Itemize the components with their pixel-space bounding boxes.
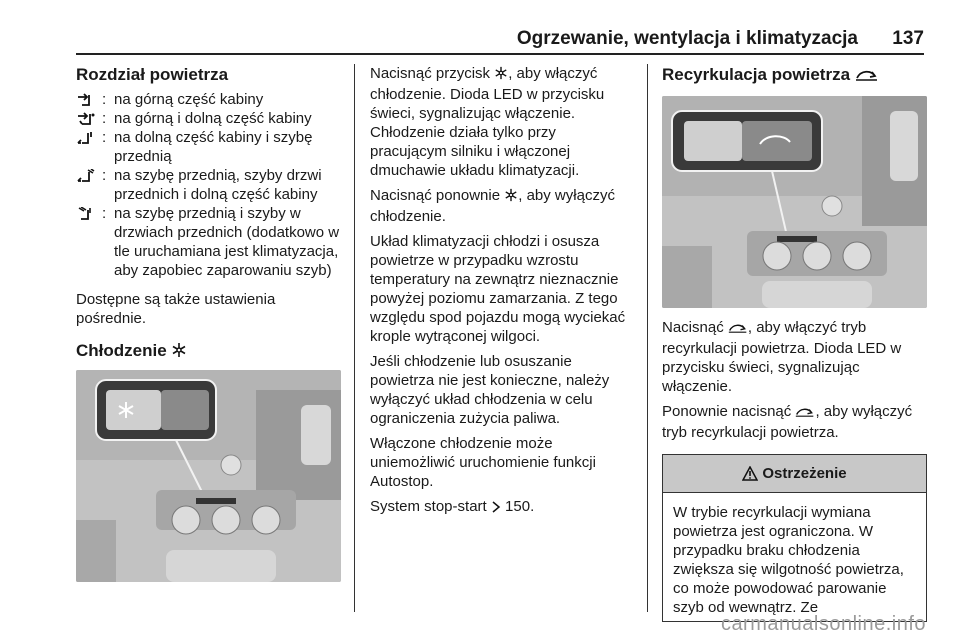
cooling-on-paragraph: Nacisnąć przycisk , aby włączyć chłodzenie. Dioda LED w przycisku świeci, sygnalizując włączenie. Chłodzenie działa tylko przy pracującym silniku i włączonej dmuchawie układu klimatyzacji. (370, 65, 605, 179)
dehumidify-paragraph: Układ klimatyzacji chłodzi i osusza powietrze w przypadku wzrostu temperatury na zewnątrz nieznacznie powyżej poziomu zamarzania. Z tego względu spod pojazdu mogą wyciekać krople wytrąconej wilgoci. (370, 233, 626, 345)
snowflake-icon (504, 188, 518, 207)
warning-triangle-icon (742, 466, 758, 481)
list-item: : na szybę przednią, szyby drzwi przednich i dolną część kabiny (76, 166, 341, 204)
page-header (0, 0, 960, 56)
windscreen-doors-foot-airflow-icon (76, 166, 102, 185)
watermark: carmanualsonline.info (720, 613, 926, 635)
snowflake-icon (171, 342, 187, 364)
section-heading-recirculation: Recyrkulacja powietrza (662, 64, 927, 88)
head-airflow-icon (76, 90, 102, 109)
warning-header: Ostrzeżenie (663, 455, 926, 493)
recirculation-button-photo (662, 96, 927, 308)
intermediate-settings-note: Dostępne są także ustawienia pośrednie. (76, 291, 276, 327)
list-item: : na górną część kabiny (76, 90, 341, 109)
ac-button-photo (76, 370, 341, 582)
column-divider (647, 64, 648, 612)
warning-box (662, 454, 927, 622)
defrost-airflow-icon (76, 204, 102, 223)
cooling-off-paragraph: Nacisnąć ponownie , aby wyłączyć chłodzenie. (370, 187, 615, 225)
recirculation-icon (855, 66, 879, 88)
fuel-saving-paragraph: Jeśli chłodzenie lub osuszanie powietrza nie jest konieczne, należy wyłączyć układ chłodzenia w celu ograniczenia zużycia paliwa. (370, 353, 610, 427)
column-divider (354, 64, 355, 612)
page-reference-icon (491, 499, 501, 518)
recirculation-on-paragraph: Nacisnąć , aby włączyć tryb recyrkulacji powietrza. Dioda LED w przycisku świeci, sygnalizując włączenie. (662, 319, 902, 395)
recirculation-off-paragraph: Ponownie nacisnąć , aby wyłączyć tryb recyrkulacji powietrza. (662, 403, 913, 441)
foot-windscreen-airflow-icon (76, 128, 102, 147)
column-right (662, 64, 927, 622)
recirculation-icon (795, 404, 815, 423)
page-number: 137 (892, 28, 924, 49)
column-middle (370, 64, 635, 524)
head-foot-airflow-icon (76, 109, 102, 128)
section-heading-cooling: Chłodzenie (76, 340, 341, 364)
list-item: : na dolną część kabiny i szybę przednią (76, 128, 341, 166)
warning-text: W trybie recyrkulacji wymiana powietrza jest ograniczona. W przypadku braku chłodzenia zwiększa się wilgotność powietrza, co może powodować parowanie szyb od wewnątrz. Ze (673, 504, 904, 616)
chapter-title: Ogrzewanie, wentylacja i klimatyzacja (516, 28, 858, 49)
list-item: : na szybę przednią i szyby w drzwiach przednich (dodatkowo w tle uruchamiana jest klimatyzacja, aby zapobiec zaparowaniu szyb) (76, 204, 341, 280)
section-heading-air-distribution: Rozdział powietrza (76, 65, 229, 84)
list-item: : na górną i dolną część kabiny (76, 109, 341, 128)
air-distribution-list (76, 90, 341, 280)
stop-start-reference: System stop-start 150. (370, 497, 635, 518)
header-divider (76, 53, 924, 55)
column-left (76, 64, 341, 592)
autostop-paragraph: Włączone chłodzenie może uniemożliwić uruchomienie funkcji Autostop. (370, 435, 596, 490)
recirculation-icon (728, 320, 748, 339)
page-reference-link[interactable]: 150. (505, 498, 535, 515)
snowflake-icon (494, 66, 508, 85)
